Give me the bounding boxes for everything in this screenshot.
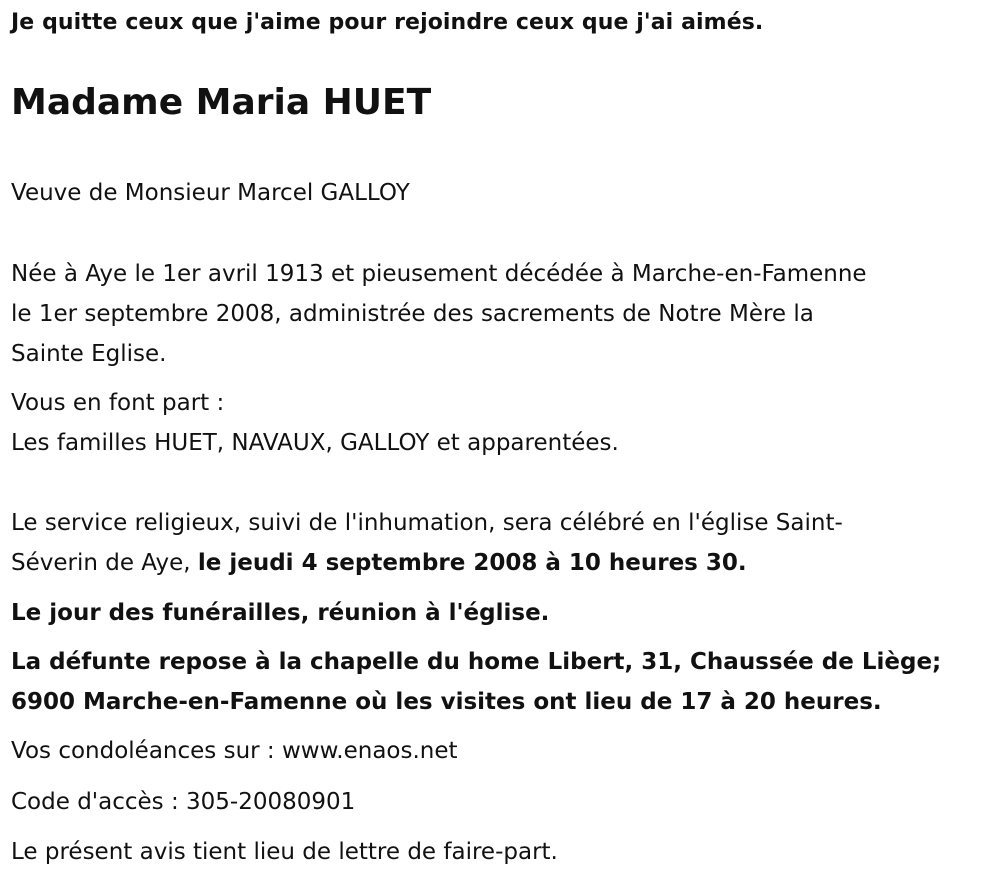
chapel-line-1: La défunte repose à la chapelle du home Libert, 31, Chaussée de Liège; bbox=[11, 649, 942, 675]
chapel-line-2: 6900 Marche-en-Famenne où les visites ont lieu de 17 à 20 heures. bbox=[11, 689, 882, 715]
epitaph-quote: Je quitte ceux que j'aime pour rejoindre ceux que j'ai aimés. bbox=[11, 10, 764, 35]
condolences-line: Vos condoléances sur : www.enaos.net bbox=[11, 738, 458, 764]
birth-death-line-2: le 1er septembre 2008, administrée des sacrements de Notre Mère la bbox=[11, 301, 814, 327]
birth-death-line-1: Née à Aye le 1er avril 1913 et pieusement décédée à Marche-en-Famenne bbox=[11, 261, 867, 287]
service-line-1: Le service religieux, suivi de l'inhumation, sera célébré en l'église Saint- bbox=[11, 510, 843, 536]
widow-of-line: Veuve de Monsieur Marcel GALLOY bbox=[11, 180, 410, 206]
announce-label: Vous en font part : bbox=[11, 390, 225, 416]
deceased-name: Madame Maria HUET bbox=[11, 82, 432, 123]
service-date: le jeudi 4 septembre 2008 à 10 heures 30. bbox=[197, 550, 747, 576]
closing-line: Le présent avis tient lieu de lettre de faire-part. bbox=[11, 839, 558, 865]
birth-death-line-3: Sainte Eglise. bbox=[11, 341, 167, 367]
service-line-2 bbox=[11, 543, 747, 583]
funeral-day-line: Le jour des funérailles, réunion à l'église. bbox=[11, 600, 550, 626]
families-line: Les familles HUET, NAVAUX, GALLOY et apparentées. bbox=[11, 430, 619, 456]
service-place: Séverin de Aye, bbox=[11, 550, 198, 576]
access-code-line: Code d'accès : 305-20080901 bbox=[11, 789, 356, 815]
